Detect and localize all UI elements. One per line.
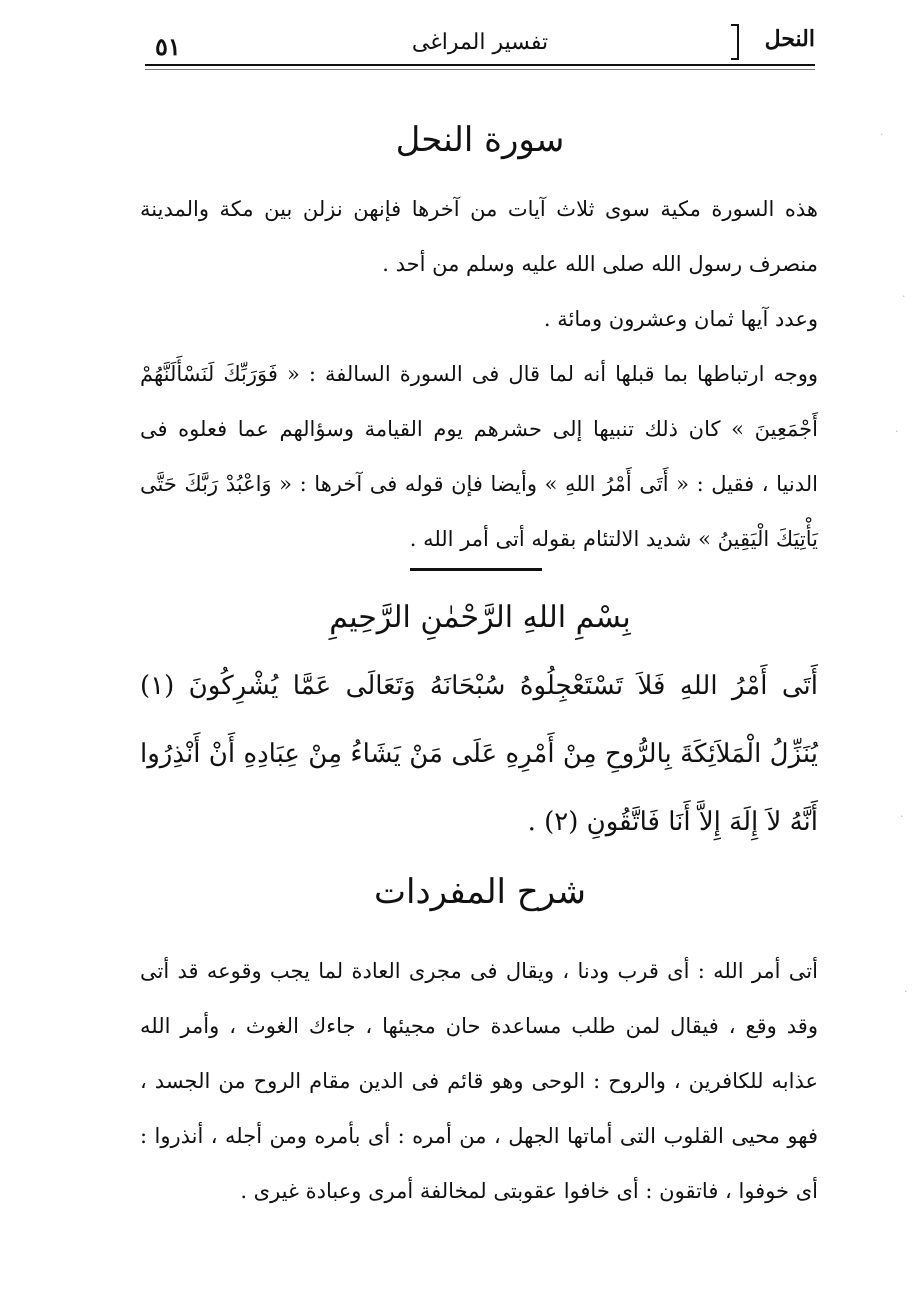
margin-speck: · xyxy=(880,128,884,141)
intro-paragraph-3: ووجه ارتباطها بما قبلها أنه لما قال فى السورة السالفة : « فَوَرَبِّكَ لَنَسْأَلَنَّهُمْ أَجْمَعِينَ » كان ذلك تنبيها إلى حشرهم يوم القيامة وسؤالهم عما فعلوه فى الدنيا ، فقيل : « أَتَى أَمْرُ اللهِ » وأيضا فإن قوله فى آخرها : « وَاعْبُدْ رَبَّكَ حَتَّى يَأْتِيَكَ الْيَقِينُ » شديد الالتئام بقوله أتى أمر الله . xyxy=(140,362,818,551)
intro-paragraph-1: هذه السورة مكية سوى ثلاث آيات من آخرها فإنهن نزلن بين مكة والمدينة منصرف رسول الله صلى الله عليه وسلم من أحد . xyxy=(140,197,818,276)
margin-speck: · xyxy=(900,810,904,823)
header-rule-thin xyxy=(145,69,815,70)
quran-verses: أَتَى أَمْرُ اللهِ فَلاَ تَسْتَعْجِلُوهُ سُبْحَانَهُ وَتَعَالَى عَمَّا يُشْرِكُونَ (١) يُنَزِّلُ الْمَلاَئِكَةَ بِالرُّوحِ مِنْ أَمْرِهِ عَلَى مَنْ يَشَاءُ مِنْ عِبَادِهِ أَنْ أَنْذِرُوا أَنَّهُ لاَ إِلَهَ إِلاَّ أَنَا فَاتَّقُونِ (٢) . xyxy=(140,671,818,837)
section-separator xyxy=(410,568,542,571)
header-bracket xyxy=(731,24,739,60)
intro-paragraph-2: وعدد آيها ثمان وعشرون ومائة . xyxy=(543,307,818,331)
basmala: بِسْمِ اللهِ الرَّحْمٰنِ الرَّحِيمِ xyxy=(329,600,631,635)
vocab-text: أتى أمر الله : أى قرب ودنا ، ويقال فى مجرى العادة لما يجب وقوعه قد أتى وقد وقع ، فيقال لمن طلب مساعدة حان مجيئها ، جاءك الغوث ، وأمر الله عذابه للكافرين ، والروح : الوحى وهو قائم فى الدين مقام الروح من الجسد ، فهو محيى القلوب التى أماتها الجهل ، من أمره : أى بأمره ومن أجله ، أنذروا : أى خوفوا ، فاتقون : أى خافوا عقوبتى لمخالفة أمرى وعبادة غيرى . xyxy=(140,959,818,1203)
surah-title: سورة النحل xyxy=(395,120,565,160)
header-rule xyxy=(145,64,815,66)
header-surah-name: النحل xyxy=(764,26,815,52)
margin-speck: · xyxy=(904,985,908,998)
page-header xyxy=(145,22,815,64)
vocab-heading: شرح المفردات xyxy=(373,872,587,912)
intro-section xyxy=(140,182,818,567)
margin-speck: · xyxy=(895,425,899,438)
page-number: ٥١ xyxy=(155,32,181,61)
book-title: تفسير المراغى xyxy=(411,30,549,55)
margin-speck: · xyxy=(902,290,906,303)
